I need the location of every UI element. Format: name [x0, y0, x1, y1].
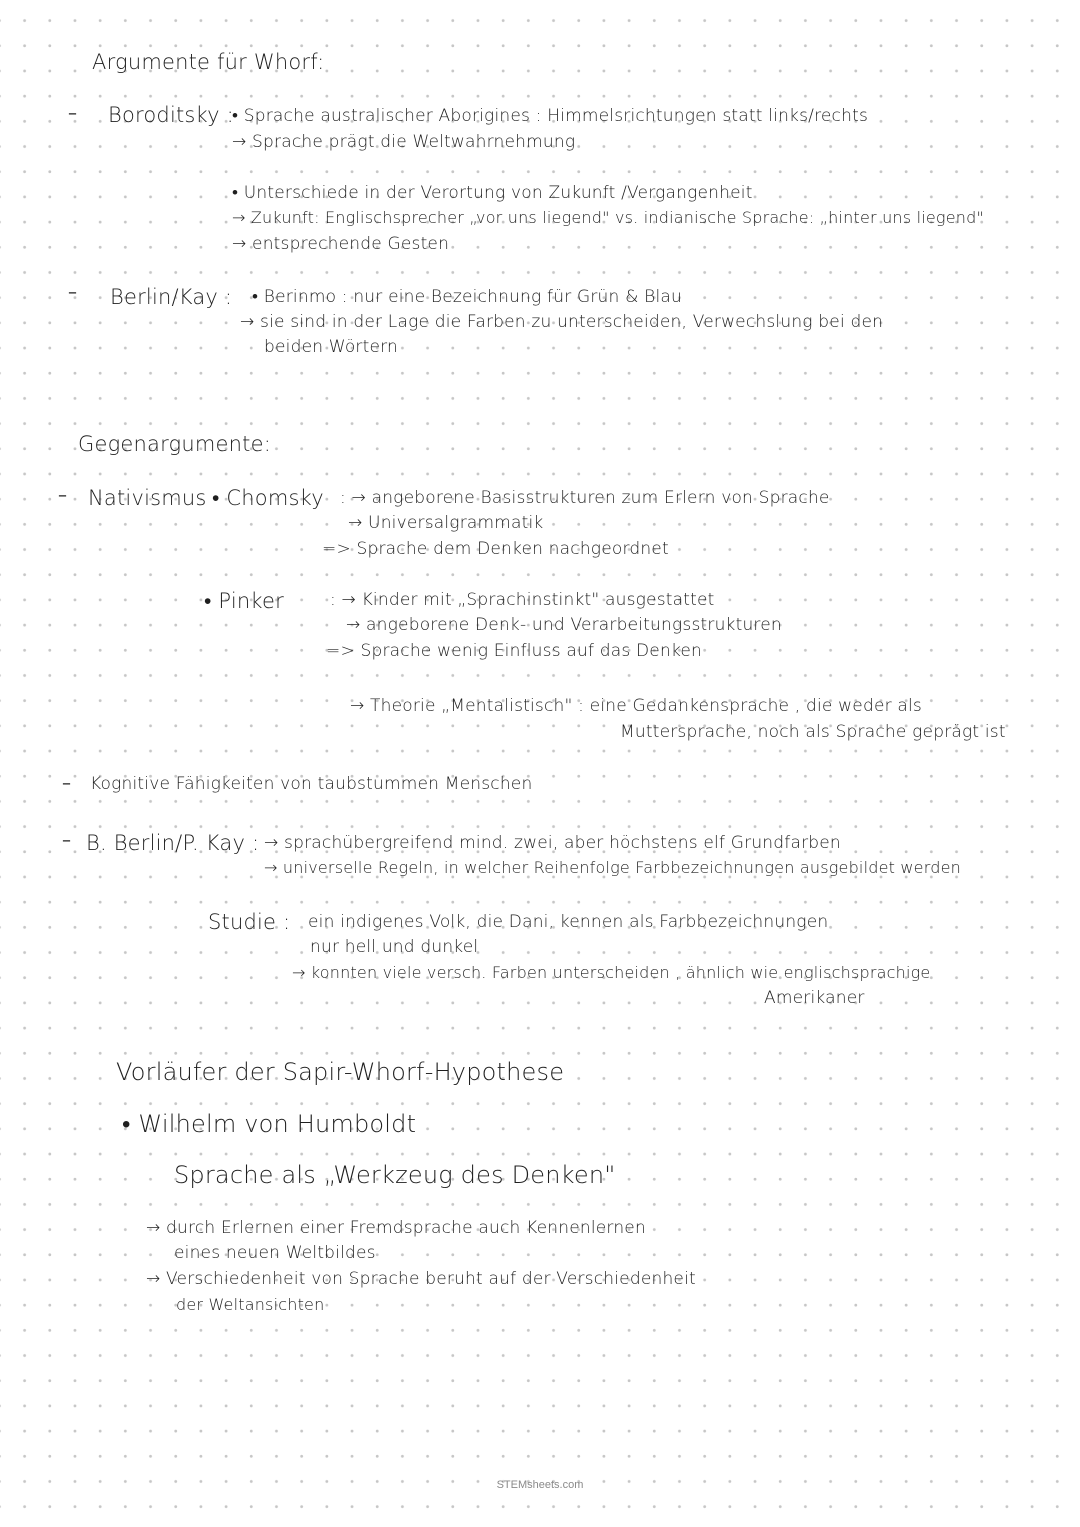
- pinker-line-3: => Sprache wenig Einfluss auf das Denken: [326, 641, 703, 661]
- humboldt-line-1: → durch Erlernen einer Fremdsprache auch Kennenlernen: [146, 1218, 646, 1238]
- boroditsky-line-3: • Unterschiede in der Verortung von Zukunft /Vergangenheit: [232, 183, 753, 203]
- section-heading-vorlaeufer: Vorläufer der Sapir-Whorf-Hypothese: [116, 1058, 565, 1086]
- berlinkay-line-2: → sie sind in der Lage die Farben zu unterscheiden, Verwechslung bei den: [240, 312, 884, 332]
- humboldt-quote: Sprache als „Werkzeug des Denken": [174, 1161, 616, 1189]
- bullet-dash: –: [68, 282, 77, 303]
- pinker-line-2: → angeborene Denk- und Verarbeitungsstrukturen: [346, 615, 782, 635]
- chomsky-label: • Chomsky: [212, 486, 324, 510]
- taubstumm-line: Kognitive Fähigkeiten von taubstummen Menschen: [90, 774, 533, 794]
- studie-label: Studie :: [208, 910, 291, 934]
- bberlin-line-1: → sprachübergreifend mind. zwei, aber höchstens elf Grundfarben: [264, 833, 841, 853]
- theorie-line-2: Muttersprache, noch als Sprache geprägt ist: [620, 722, 1006, 742]
- pinker-label: • Pinker: [204, 589, 284, 613]
- boroditsky-line-2: → Sprache prägt die Weltwahrnehmung: [232, 132, 576, 152]
- chomsky-line-2: → Universalgrammatik: [348, 513, 544, 533]
- bberlin-line-2: → universelle Regeln, in welcher Reihenfolge Farbbezeichnungen ausgebildet werden: [264, 858, 961, 877]
- boroditsky-line-4: → Zukunft: Englischsprecher „vor uns liegend" vs. indianische Sprache: „hinter uns liegend": [232, 208, 985, 227]
- bullet-dash: –: [62, 773, 71, 794]
- studie-line-1: ein indigenes Volk, die Dani, kennen als Farbbezeichnungen: [308, 912, 829, 932]
- berlinkay-label: Berlin/Kay :: [110, 285, 233, 309]
- pinker-line-1: : → Kinder mit „Sprachinstinkt" ausgestattet: [330, 590, 715, 610]
- section-heading-whorf: Argumente für Whorf:: [92, 50, 325, 74]
- footer-watermark: STEMsheets.com: [496, 1479, 584, 1491]
- studie-line-4: Amerikaner: [764, 988, 865, 1008]
- bullet-dash: –: [58, 485, 67, 506]
- bullet-dash: –: [68, 103, 77, 124]
- boroditsky-label: Boroditsky :: [108, 103, 234, 127]
- section-heading-gegenargumente: Gegenargumente:: [78, 432, 271, 456]
- nativismus-label: Nativismus: [88, 486, 207, 510]
- humboldt-line-4: der Weltansichten: [176, 1295, 325, 1314]
- boroditsky-line-1: • Sprache australischer Aborigines : Himmelsrichtungen statt links/rechts: [232, 106, 869, 126]
- berlinkay-line-3: beiden Wörtern: [264, 337, 398, 357]
- theorie-line-1: → Theorie „Mentalistisch" : eine Gedankensprache , die weder als: [350, 696, 922, 716]
- boroditsky-line-5: → entsprechende Gesten: [232, 234, 450, 254]
- bberlin-label: B. Berlin/P. Kay :: [86, 831, 260, 855]
- humboldt-label: • Wilhelm von Humboldt: [122, 1110, 417, 1138]
- studie-line-2: nur hell und dunkel: [310, 937, 479, 957]
- humboldt-line-2: eines neuen Weltbildes: [174, 1243, 376, 1263]
- berlinkay-line-1: • Berinmo : nur eine Bezeichnung für Grün & Blau: [252, 287, 683, 307]
- bullet-dash: –: [62, 830, 71, 851]
- studie-line-3: → konnten viele versch. Farben unterscheiden , ähnlich wie englischsprachige: [292, 963, 931, 982]
- chomsky-line-3: => Sprache dem Denken nachgeordnet: [322, 539, 669, 559]
- chomsky-line-1: : → angeborene Basisstrukturen zum Erlern von Sprache: [340, 488, 830, 508]
- humboldt-line-3: → Verschiedenheit von Sprache beruht auf der Verschiedenheit: [146, 1269, 696, 1289]
